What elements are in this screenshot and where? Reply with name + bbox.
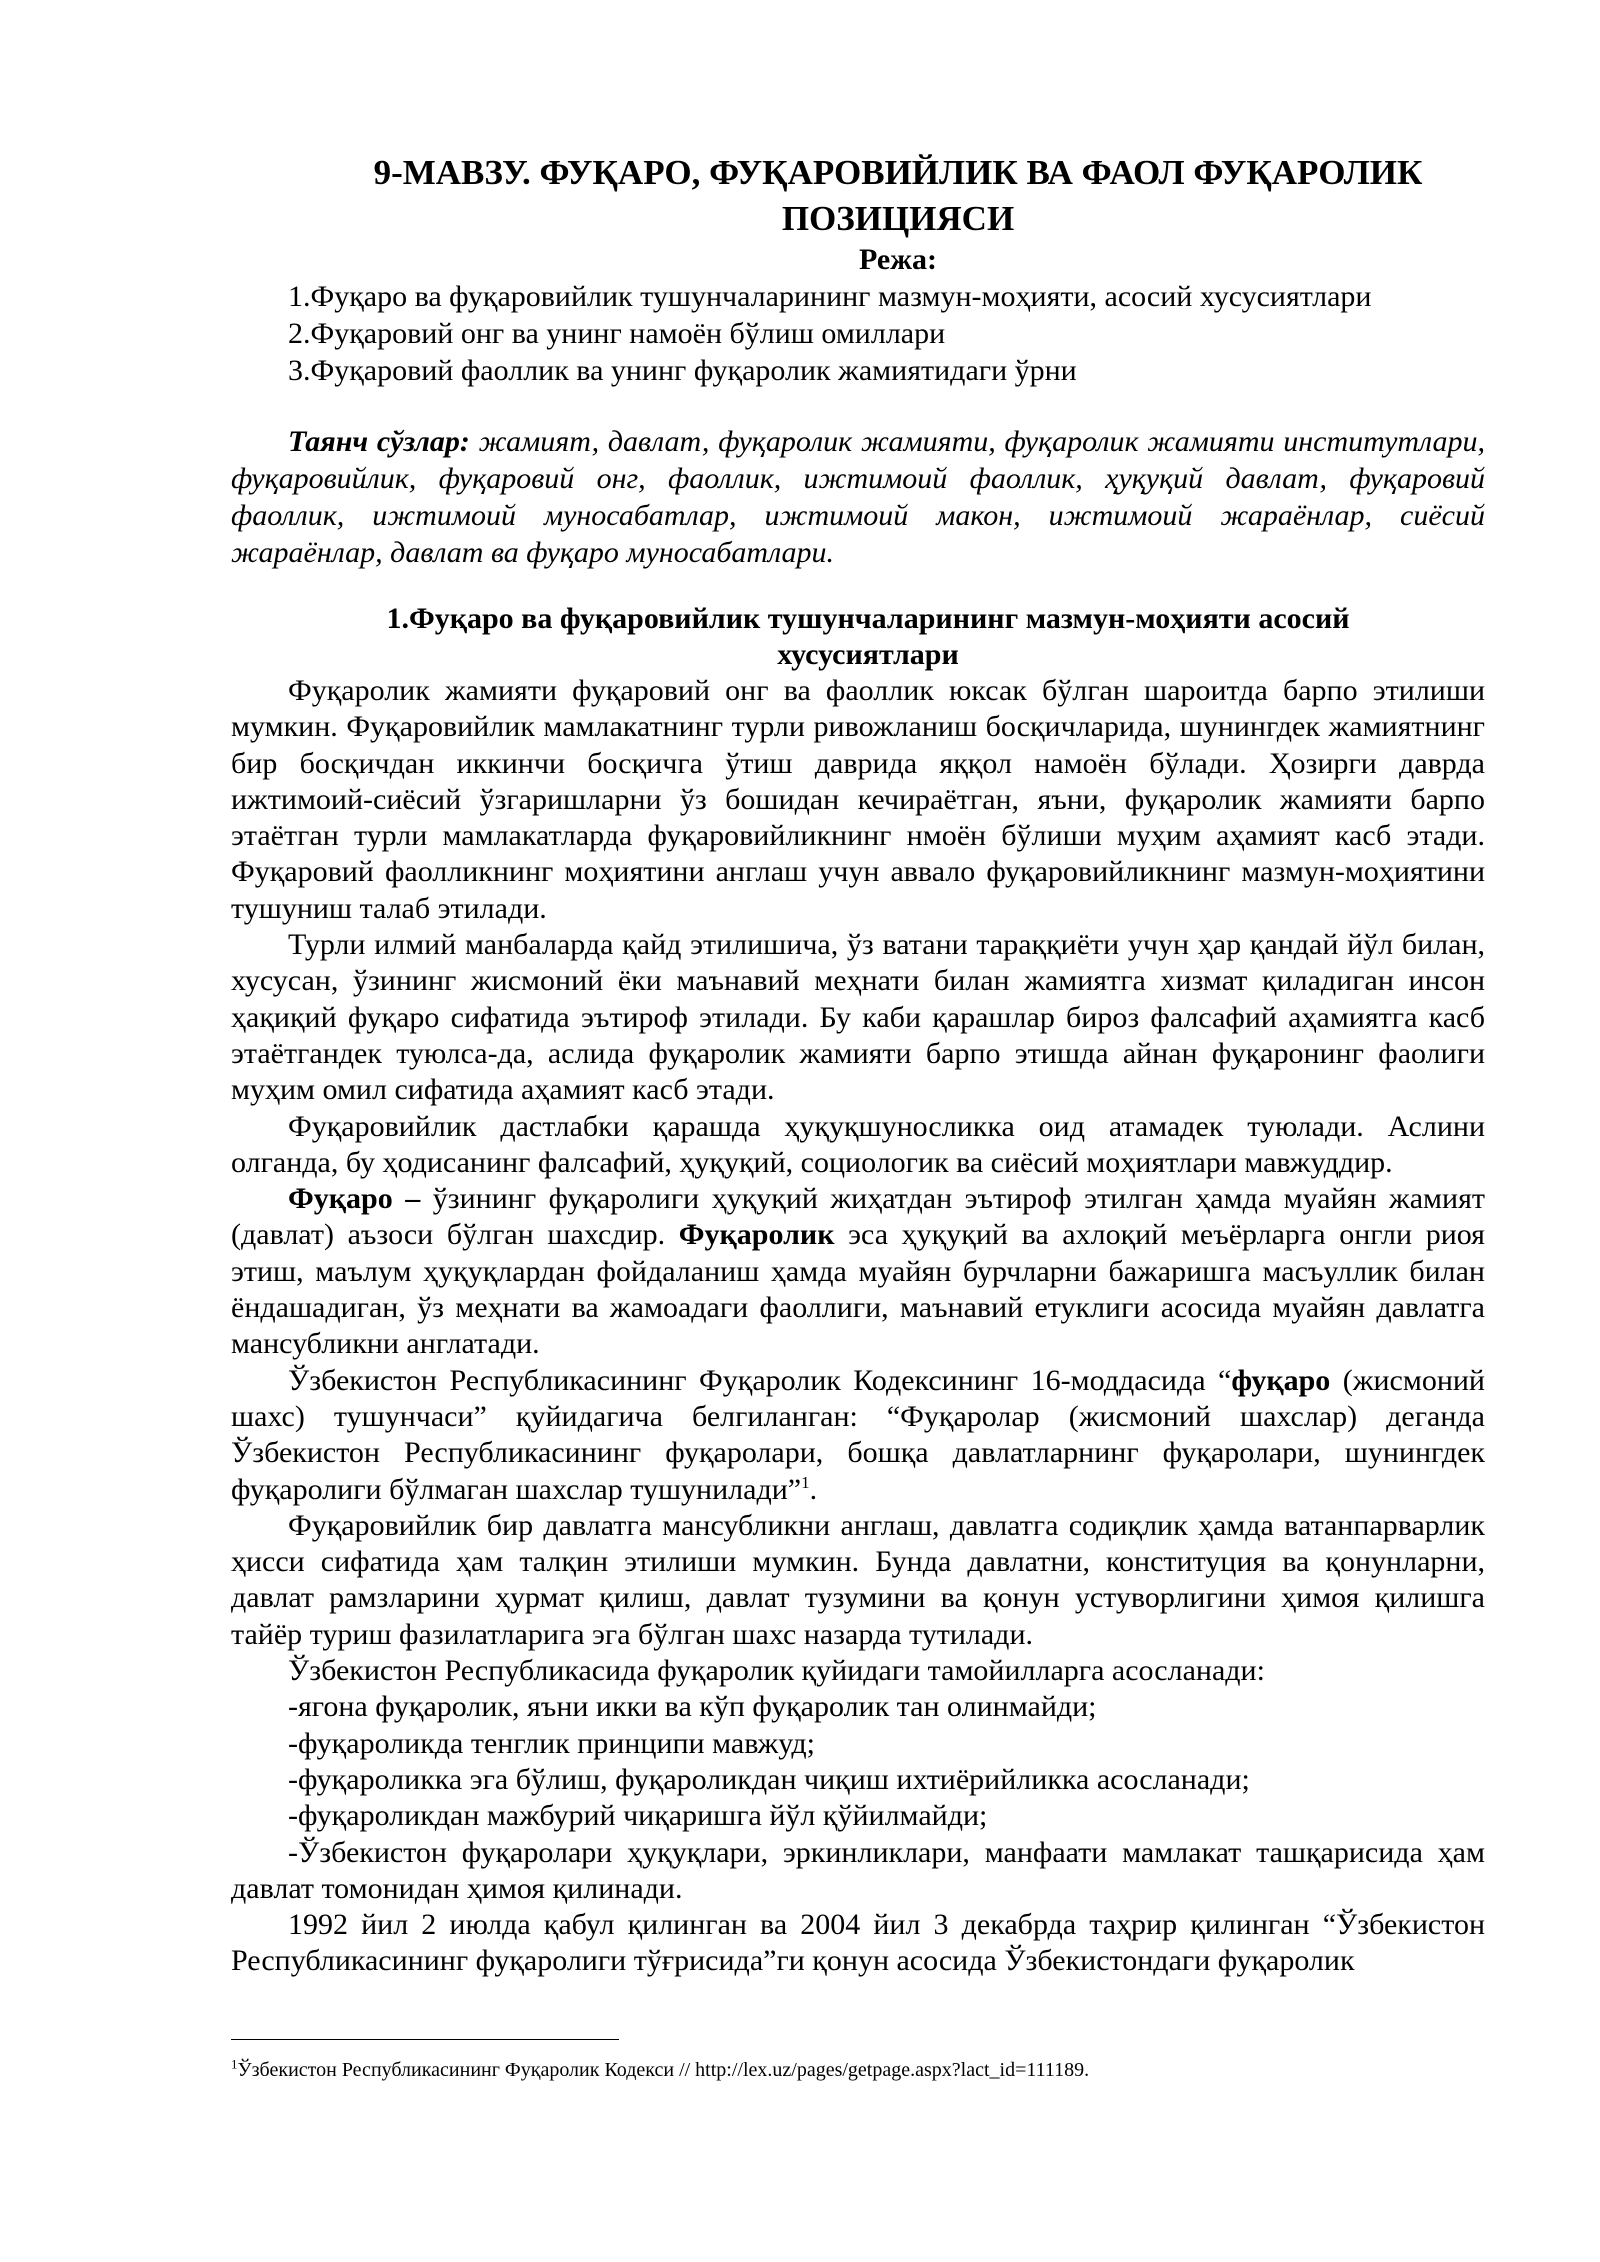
plan-heading: Режа: <box>859 243 937 276</box>
term-fuqaro-bold: фуқаро <box>1231 1363 1331 1397</box>
paragraph: Фуқаровийлик дастлабки қарашда ҳуқуқшуносликка оид атамадек туюлади. Аслини олганда, бу ҳодисанинг фалсафий, ҳуқуқий, социологик ва сиёсий моҳиятлари мавжуддир. <box>231 1109 1485 1179</box>
paragraph-text: эса ҳуқуқий ва ахлоқий меъёрларга онгли риоя этиш, маълум ҳуқуқлардан фойдаланиш ҳамда муайян бурчларни бажаришга масъуллик билан ёндашадиган, ўз меҳнати ва жамоадаги фаоллиги, маънавий етуклиги асосида муайян давлатга мансубликни англатади. <box>231 1218 1485 1361</box>
page-content <box>231 150 1485 1980</box>
list-item: -Ўзбекистон фуқаролари ҳуқуқлари, эркинликлари, манфаати мамлакат ташқарисида ҳам давлат томонидан ҳимоя қилинади. <box>231 1835 1485 1905</box>
footnote-marker: 1 <box>231 2056 238 2072</box>
paragraph-text: ўзининг фуқаролиги ҳуқуқий жиҳатдан эътироф этилган ҳамда муайян жамият (давлат) аъзоси бўлган шахсдир. <box>231 1182 1485 1252</box>
plan-item: 1.Фуқаро ва фуқаровийлик тушунчаларининг мазмун-моҳияти, асосий хусусиятлари <box>288 280 1372 313</box>
paragraph: Фуқаровийлик бир давлатга мансубликни англаш, давлатга содиқлик ҳамда ватанпарварлик ҳисси сифатида ҳам талқин этилиши мумкин. Бунда давлатни, конституция ва қонунларни, давлат рамзларини ҳурмат қилиш, давлат тузумини ва қонун устуворлигини ҳимоя қилишга тайёр туриш фазилатларига эга бўлган шахс назарда тутилади. <box>231 1508 1485 1651</box>
footnote-text: Ўзбекистон Республикасининг Фуқаролик Кодекси // http://lex.uz/pages/getpage.aspx?lact_id=111189. <box>237 2059 1090 2081</box>
principles-list <box>231 1689 1485 1907</box>
paragraph-citizen-definition <box>231 1181 1485 1362</box>
footnote <box>231 2057 1089 2083</box>
paragraph-text: Ўзбекистон Республикасининг Фуқаролик Кодексининг 16-моддасида “ <box>288 1363 1232 1397</box>
keywords-paragraph <box>231 423 1485 571</box>
footnote-reference[interactable]: 1 <box>801 1472 810 1492</box>
list-item: -фуқароликдан мажбурий чиқаришга йўл қўйилмайди; <box>288 1799 988 1833</box>
footnote-separator <box>231 2039 619 2040</box>
plan-item: 2.Фуқаровий онг ва унинг намоён бўлиш омиллари <box>288 317 946 350</box>
paragraph-text: (жисмоний шахс) тушунчаси” қуйидагича белгиланган: “Фуқаролар (жисмоний шахслар) деганда Ўзбекистон Республикасининг фуқаролари, бошқа давлатларнинг фуқаролари, шунингдек фуқаролиги бўлмаган шахслар тушунилади” <box>231 1363 1485 1506</box>
list-item: -ягона фуқаролик, яъни икки ва кўп фуқаролик тан олинмайди; <box>288 1690 1097 1724</box>
page-title: 9-МАВЗУ. ФУҚАРО, ФУҚАРОВИЙЛИК ВА ФАОЛ ФУҚАРОЛИК ПОЗИЦИЯСИ <box>373 153 1423 238</box>
list-item: -фуқароликда тенглик принципи мавжуд; <box>288 1726 815 1760</box>
keywords-text: жамият, давлат, фуқаролик жамияти, фуқаролик жамияти институтлари, фуқаровийлик, фуқаровий онг, фаоллик, ижтимоий фаоллик, ҳуқуқий давлат, фуқаровий фаоллик, ижтимоий муносабатлар, ижтимоий макон, ижтимоий жараёнлар, сиёсий жараёнлар, давлат ва фуқаро муносабатлари. <box>231 425 1485 569</box>
section-title: 1.Фуқаро ва фуқаровийлик тушунчаларининг мазмун-моҳияти асосий хусусиятлари <box>386 602 1350 671</box>
plan-list <box>231 278 1485 389</box>
keywords-label: Таянч сўзлар: <box>288 425 470 458</box>
paragraph: 1992 йил 2 июлда қабул қилинган ва 2004 йил 3 декабрда таҳрир қилинган “Ўзбекистон Республикасининг фуқаролиги тўғрисида”ги қонун асосида Ўзбекистондаги фуқаролик <box>231 1908 1485 1978</box>
term-fuqaro: Фуқаро – <box>288 1182 421 1216</box>
plan-item: 3.Фуқаровий фаоллик ва унинг фуқаролик жамиятидаги ўрни <box>288 354 1077 387</box>
paragraph: Турли илмий манбаларда қайд этилишича, ўз ватани тараққиёти учун ҳар қандай йўл билан, хусусан, ўзининг жисмоний ёки маънавий меҳнати билан жамиятга хизмат қиладиган инсон ҳақиқий фуқаро сифатида эътироф этилади. Бу каби қарашлар бироз фалсафий аҳамиятга касб этаётгандек туюлса-да, аслида фуқаролик жамияти барпо этишда айнан фуқаронинг фаолиги муҳим омил сифатида аҳамият касб этади. <box>231 928 1485 1107</box>
list-item: -фуқароликка эга бўлиш, фуқароликдан чиқиш ихтиёрийликка асосланади; <box>288 1762 1250 1796</box>
term-fuqarolik: Фуқаролик <box>678 1218 835 1252</box>
paragraph-civil-code <box>231 1363 1485 1508</box>
paragraph: Ўзбекистон Республикасида фуқаролик қуйидаги тамойилларга асосланади: <box>288 1654 1265 1688</box>
paragraph: Фуқаролик жамияти фуқаровий онг ва фаоллик юксак бўлган шароитда барпо этилиши мумкин. Фуқаровийлик мамлакатнинг турли ривожланиш босқичларида, шунингдек жамиятнинг бир босқичдан иккинчи босқичга ўтиш даврида яққол намоён бўлади. Ҳозирги даврда ижтимоий-сиёсий ўзгаришларни ўз бошидан кечираётган, яъни, фуқаролик жамияти барпо этаётган турли мамлакатларда фуқаровийликнинг нмоён бўлиши муҳим аҳамият касб этади. Фуқаровий фаолликнинг моҳиятини англаш учун аввало фуқаровийликнинг мазмун-моҳиятини тушуниш талаб этилади. <box>231 674 1485 925</box>
paragraph-text: . <box>809 1472 818 1506</box>
